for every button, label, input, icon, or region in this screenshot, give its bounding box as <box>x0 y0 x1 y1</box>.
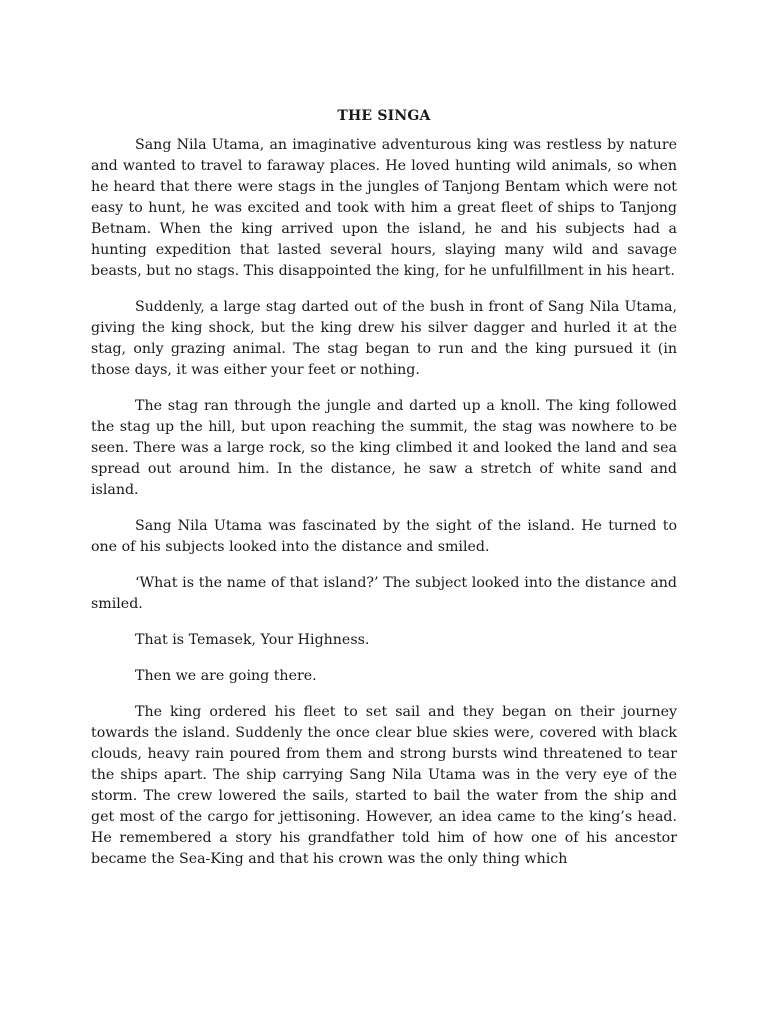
paragraph: Then we are going there. <box>135 668 317 684</box>
paragraph: The king ordered his fleet to set sail and they began on their journey towards the island. Suddenly the once clear blue skies were, covered with black clouds, heavy rain poured from them and strong bursts wind threatened to tear the ships apart. The ship carrying Sang Nila Utama was in the very eye of the storm. The crew lowered the sails, started to bail the water from the ship and get most of the cargo for jettisoning. However, an idea came to the king’s head. He remembered a story his grandfather told him of how one of his ancestor became the Sea-King and that his crown was the only thing which <box>91 704 677 867</box>
paragraph: Sang Nila Utama, an imaginative adventurous king was restless by nature and wanted to travel to faraway places. He loved hunting wild animals, so when he heard that there were stags in the jungles of Tanjong Bentam which were not easy to hunt, he was excited and took with him a great fleet of ships to Tanjong Betnam. When the king arrived upon the island, he and his subjects had a hunting expedition that lasted several hours, slaying many wild and savage beasts, but no stags. This disappointed the king, for he unfulfillment in his heart. <box>91 137 677 279</box>
paragraph: That is Temasek, Your Highness. <box>135 632 370 648</box>
paragraph: Sang Nila Utama was fascinated by the sight of the island. He turned to one of his subjects looked into the distance and smiled. <box>91 518 677 555</box>
paragraph: The stag ran through the jungle and darted up a knoll. The king followed the stag up the hill, but upon reaching the summit, the stag was nowhere to be seen. There was a large rock, so the king climbed it and looked the land and sea spread out around him. In the distance, he saw a stretch of white sand and island. <box>91 398 677 498</box>
paragraph: Suddenly, a large stag darted out of the bush in front of Sang Nila Utama, giving the king shock, but the king drew his silver dagger and hurled it at the stag, only grazing animal. The stag began to run and the king pursued it (in those days, it was either your feet or nothing. <box>91 299 677 378</box>
document-title: THE SINGA <box>337 108 431 124</box>
paragraph: ‘What is the name of that island?’ The subject looked into the distance and smiled. <box>91 575 677 612</box>
document-page <box>91 106 677 870</box>
